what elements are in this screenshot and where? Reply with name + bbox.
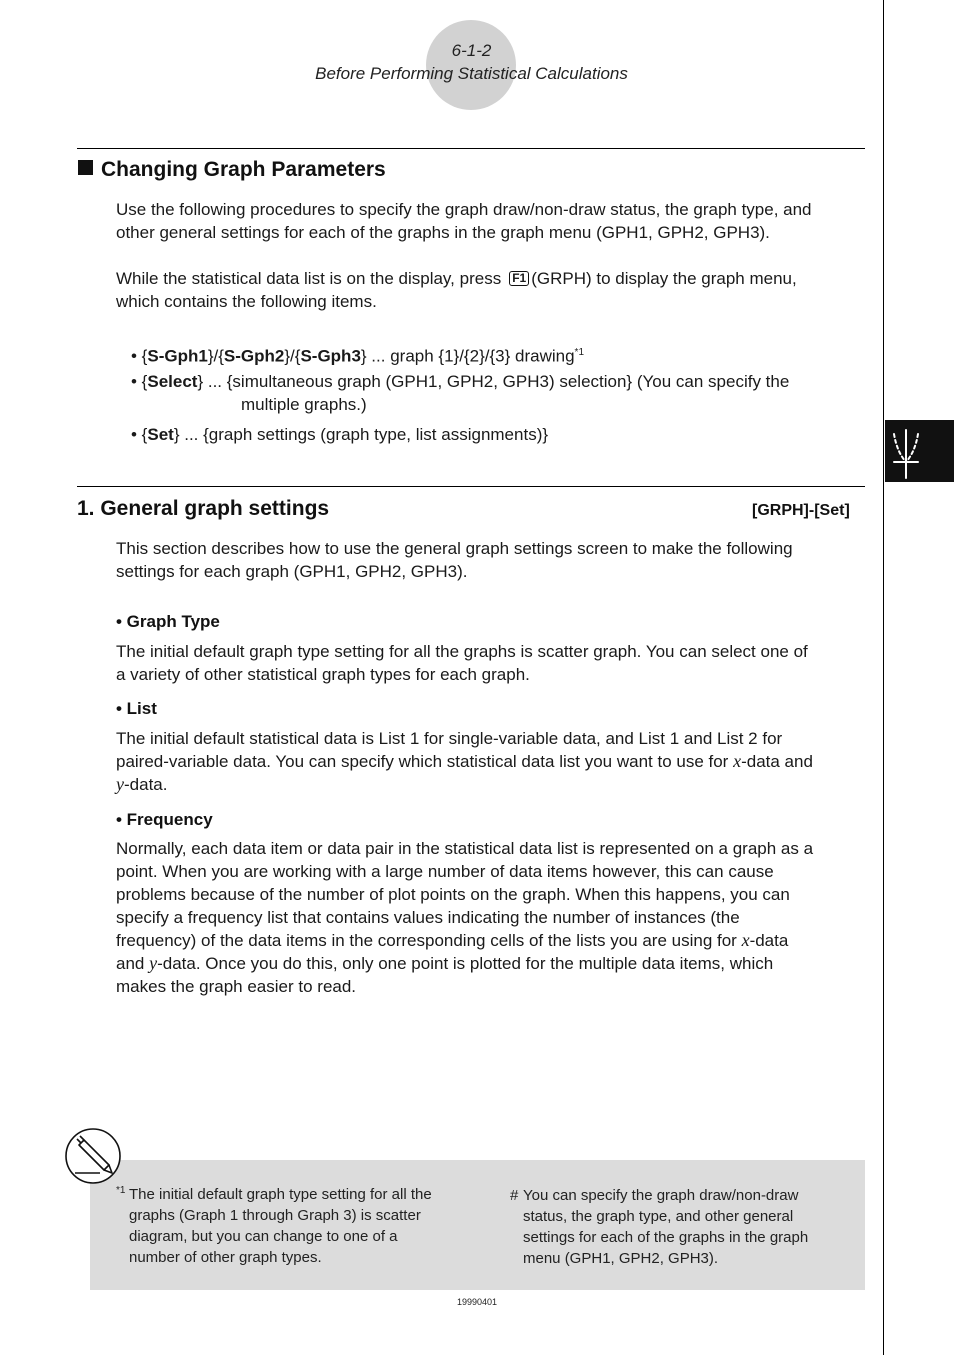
section-heading-general-graph-settings: 1. General graph settings [77, 497, 330, 520]
right-margin-rule [883, 0, 884, 1355]
list-item-set: • {Set} ... {graph settings (graph type, list assignments)} [131, 425, 549, 444]
menu-path: [GRPH]-[Set] [752, 502, 850, 519]
list-paragraph: The initial default statistical data is List 1 for single-variable data, and List 1 and List 2 for paired-variable data. You can specify which statistical data list you want to use for x-data and y-data. [116, 729, 813, 794]
pencil-note-icon [64, 1127, 122, 1185]
page-number: 6-1-2 [451, 41, 492, 60]
footnote-1: *1 The initial default graph type setting for all the graphs (Graph 1 through Graph 3) is scatter diagram, but you can change to one of a number of other graph types. [116, 1185, 432, 1266]
list-item-sgph: • {S-Gph1}/{S-Gph2}/{S-Gph3} ... graph {1}/{2}/{3} drawing$^{*1}$ [131, 346, 584, 366]
square-bullet-icon [78, 160, 93, 175]
subheading-frequency: • Frequency [116, 810, 213, 829]
frequency-paragraph: Normally, each data item or data pair in the statistical data list is represented on a graph as a point. When you are working with a large number of data items however, this can cause problems because of the number of plot points on the graph. When this happens, you can specify a frequency list that contains values indicating the number of instances (the frequency) of the data items in the corresponding cells of the lists you are using for x-data and y-data. Once you do this, only one point is plotted for the multiple data items, which makes the graph easier to read. [116, 839, 814, 996]
statistics-chapter-icon [885, 420, 954, 482]
list-item-select-continued: multiple graphs.) [241, 395, 367, 414]
hash-note: # You can specify the graph draw/non-draw status, the graph type, and other general settings for each of the graphs in the graph menu (GPH1, GPH2, GPH3). [510, 1187, 809, 1267]
f1-key-icon: F1 [509, 271, 529, 286]
press-instructions: While the statistical data list is on the display, press F1 (GRPH) to display the graph menu, which contains the following items. [116, 269, 797, 311]
general-settings-intro: This section describes how to use the general graph settings screen to make the following settings for each graph (GPH1, GPH2, GPH3). [116, 539, 793, 581]
graph-type-paragraph: The initial default graph type setting for all the graphs is scatter graph. You can select one of a variety of other statistical graph types for each graph. [116, 642, 808, 684]
subheading-list: • List [116, 699, 157, 718]
chapter-tab [885, 420, 954, 482]
section-divider [77, 486, 865, 487]
subheading-graph-type: • Graph Type [116, 612, 220, 631]
list-item-select: • {Select} ... {simultaneous graph (GPH1, GPH2, GPH3) selection} (You can specify the [131, 372, 790, 391]
section-heading-changing-graph-parameters: Changing Graph Parameters [78, 158, 386, 182]
running-header-title: Before Performing Statistical Calculations [315, 64, 628, 83]
footer-code: 19990401 [456, 1297, 498, 1307]
section-divider [77, 148, 865, 149]
intro-paragraph: Use the following procedures to specify the graph draw/non-draw status, the graph type, and other general settings for each of the graphs in the graph menu (GPH1, GPH2, GPH3). [116, 200, 812, 242]
